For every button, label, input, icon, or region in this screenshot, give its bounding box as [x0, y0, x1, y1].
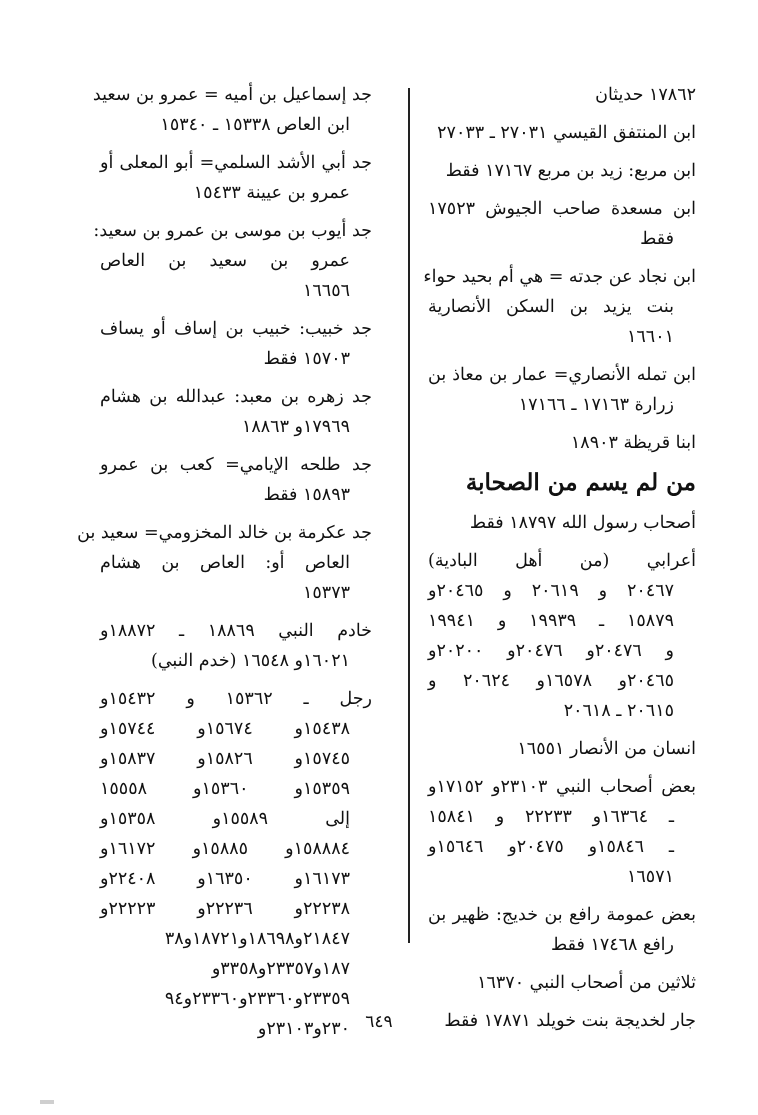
entry-continuation-line: ابن العاص ١٥٣٣٨ ـ ١٥٣٤٠: [160, 115, 350, 135]
index-entry: [100, 450, 372, 510]
entry-continuation-line: ٢٠٤٦٥و ١٦٥٧٨و ٢٠٦٢٤ و: [428, 671, 674, 691]
entry-continuation-line: ١٦١٧٣و ١٦٣٥٠و ٢٢٤٠٨و: [100, 869, 351, 889]
entry-headword-line: ابن نجاد عن جدته = هي أم بحيد حواء: [423, 267, 696, 287]
entry-continuation-line: زرارة ١٧١٦٣ ـ ١٧١٦٦: [518, 395, 674, 415]
entry-headword-line: أعرابي (من أهل البادية): [428, 551, 696, 571]
entry-headword-line: جد زهره بن معبد: عبدالله بن هشام: [100, 387, 372, 407]
entry-continuation-line: ١٦٠٢١و ١٦٥٤٨ (خدم النبي): [151, 651, 350, 671]
entry-continuation-line: ١٥٧٠٣ فقط: [263, 349, 350, 369]
entry-continuation-line: العاص أو: العاص بن هشام: [100, 553, 350, 573]
column-divider: [408, 88, 410, 943]
entry-continuation-line: ٢٢٢٣٨و ٢٢٢٣٦و ٢٢٢٢٣و: [100, 899, 351, 919]
index-entry: [428, 734, 696, 764]
entry-continuation-line: ٢٠٤٦٧ و ٢٠٦١٩ و ٢٠٤٦٥و: [428, 581, 675, 601]
index-entry: [100, 382, 372, 442]
index-entry: [428, 360, 696, 420]
entry-continuation-line: ١٧٩٦٩و ١٨٨٦٣: [241, 417, 350, 437]
entry-continuation-line: ١٨٧و٢٣٣٥٧و٣٣٥٨و: [211, 959, 350, 979]
section-heading: من لم يسم من الصحابة: [465, 469, 696, 496]
index-entry: [428, 194, 696, 254]
entry-continuation-line: ١٥٤٣٨و ١٥٦٧٤و ١٥٧٤٤و: [100, 719, 351, 739]
index-entry: [428, 546, 696, 726]
index-entry: [92, 80, 372, 140]
entry-continuation-line: ٢١٨٤٧و١٨٦٩٨و١٨٧٢١و٣٨: [164, 929, 350, 949]
entry-headword-line: جد خبيب: خبيب بن إساف أو يساف: [100, 319, 372, 339]
entry-continuation-line: ـ ١٥٨٤٦و ٢٠٤٧٥و ١٥٦٤٦و: [428, 837, 675, 857]
entry-headword-line: جد أبي الأشد السلمي= أبو المعلى أو: [100, 153, 372, 173]
entry-continuation-line: ١٦٦٠١: [627, 327, 674, 347]
entry-headword-line: أصحاب رسول الله ١٨٧٩٧ فقط: [469, 513, 696, 533]
entry-continuation-line: ١٥٨٧٩ ـ ١٩٩٣٩ و ١٩٩٤١: [428, 611, 674, 631]
entry-continuation-line: ١٦٥٧١: [627, 867, 674, 887]
index-entry: [428, 772, 696, 892]
index-entry: [77, 518, 372, 608]
index-entry: [428, 118, 696, 148]
right-column: [423, 80, 697, 1044]
entry-headword-line: ابن تمله الأنصاري= عمار بن معاذ بن: [428, 365, 696, 385]
entry-headword-line: جار لخديجة بنت خويلد ١٧٨٧١ فقط: [444, 1011, 696, 1031]
entry-continuation-line: ٢٣٠و٢٣١٠٣و: [257, 1019, 350, 1039]
entry-headword-line: ابن مسعدة صاحب الجيوش ١٧٥٢٣: [428, 199, 696, 219]
entry-continuation-line: فقط: [640, 229, 674, 249]
entry-continuation-line: عمرو بن عيينة ١٥٤٣٣: [193, 183, 350, 203]
index-entry: [100, 616, 372, 676]
entry-headword-line: ابن مربع: زيد بن مربع ١٧١٦٧ فقط: [445, 161, 696, 181]
index-entry: [428, 80, 696, 110]
entry-continuation-line: رافع ١٧٤٦٨ فقط: [551, 935, 674, 955]
entry-headword-line: ابنا قريظة ١٨٩٠٣: [570, 433, 696, 453]
index-entry: [100, 684, 372, 1044]
entry-continuation-line: عمرو بن سعيد بن العاص: [100, 251, 350, 271]
index-entry: [423, 262, 696, 352]
entry-headword-line: جد أيوب بن موسى بن عمرو بن سعيد:: [93, 221, 372, 241]
entry-headword-line: ابن المنتفق القيسي ٢٧٠٣١ ـ ٢٧٠٣٣: [437, 123, 696, 143]
entry-headword-line: خادم النبي ١٨٨٦٩ ـ ١٨٨٧٢و: [100, 621, 372, 641]
entry-headword-line: ١٧٨٦٢ حديثان: [595, 85, 696, 105]
entry-continuation-line: بنت يزيد بن السكن الأنصارية: [428, 297, 674, 317]
index-entry: [428, 508, 696, 538]
index-entry: [93, 216, 372, 306]
left-column: [77, 80, 372, 1052]
entry-headword-line: جد طلحه الإيامي= كعب بن عمرو: [100, 455, 372, 475]
entry-continuation-line: ٢٣٣٥٩و٢٣٣٦٠و٢٣٣٦٠و٩٤: [164, 989, 350, 1009]
entry-continuation-line: ٢٠٦١٥ ـ ٢٠٦١٨: [563, 701, 674, 721]
index-entry: [428, 900, 696, 960]
entry-headword-line: رجل ـ ١٥٣٦٢ و ١٥٤٣٢و: [100, 689, 372, 709]
entry-headword-line: ثلاثين من أصحاب النبي ١٦٣٧٠: [477, 973, 696, 993]
index-entry: [100, 148, 372, 208]
index-entry: [428, 156, 696, 186]
entry-continuation-line: إلى ١٥٥٨٩و ١٥٣٥٨و: [100, 809, 350, 829]
entry-continuation-line: ١٥٨٩٣ فقط: [263, 485, 350, 505]
entry-headword-line: بعض أصحاب النبي ٢٣١٠٣و ١٧١٥٢و: [428, 777, 697, 797]
index-entry: [428, 968, 696, 998]
entry-continuation-line: ـ ١٦٣٦٤و ٢٢٢٣٣ و ١٥٨٤١: [428, 807, 675, 827]
entry-continuation-line: و ٢٠٤٧٦و ٢٠٤٧٦و ٢٠٢٠٠و: [428, 641, 675, 661]
entry-continuation-line: ١٦٦٥٦: [303, 281, 350, 301]
entry-headword-line: جد إسماعيل بن أميه = عمرو بن سعيد: [92, 85, 372, 105]
entry-continuation-line: ١٥٣٧٣: [303, 583, 350, 603]
entry-continuation-line: ١٥٨٨٨٤و ١٥٨٨٥و ١٦١٧٢و: [100, 839, 351, 859]
entry-continuation-line: ١٥٧٤٥و ١٥٨٢٦و ١٥٨٣٧و: [100, 749, 351, 769]
page-number: ٦٤٩: [365, 1012, 393, 1032]
scan-mark: [40, 1100, 54, 1104]
entry-headword-line: انسان من الأنصار ١٦٥٥١: [517, 739, 696, 759]
index-entry: [100, 314, 372, 374]
entry-continuation-line: ١٥٣٥٩و ١٥٣٦٠و ١٥٥٥٨: [100, 779, 350, 799]
index-entry: [428, 428, 696, 458]
entry-headword-line: جد عكرمة بن خالد المخزومي= سعيد بن: [77, 523, 372, 543]
entry-headword-line: بعض عمومة رافع بن خديج: ظهير بن: [428, 905, 696, 925]
